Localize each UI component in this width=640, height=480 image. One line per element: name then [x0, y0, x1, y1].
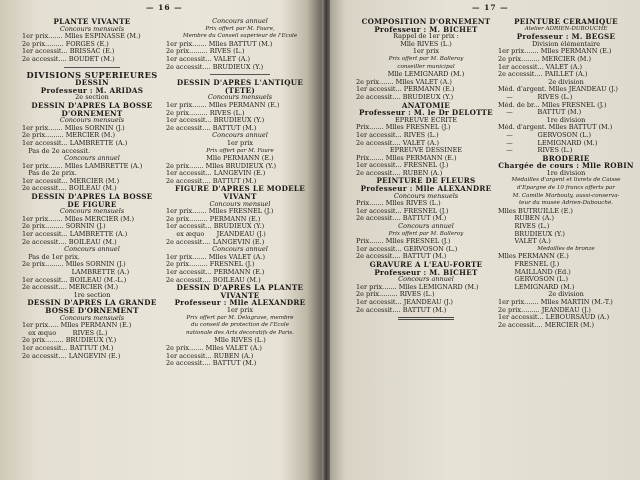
subheading-line: M. Camille Marbouty, aussi-conserva-: [512, 192, 620, 199]
text-line: 2e prix....... Mlles VALET (A.): [166, 344, 262, 352]
section-heading: COMPOSITION D'ORNEMENT: [361, 18, 491, 26]
section-heading: Professeur : M. ARIDAS: [40, 86, 144, 95]
text-line: 1er accessit... RUBEN (A.): [166, 352, 254, 360]
text-line: Rappel de 1er prix :: [393, 33, 459, 41]
right-column-2: [498, 18, 634, 329]
text-line: 2e division: [548, 78, 584, 86]
text-line: — GERVOSON (L.): [498, 131, 592, 139]
text-line: 2e prix......... RIVES (L.): [166, 109, 245, 117]
section-heading: BOSSE D'ORNEMENT: [45, 306, 139, 315]
text-line: 1er accessit... BOILEAU (M.-L.): [22, 276, 127, 284]
text-line: 1er prix....... Mlles VALET (A.): [166, 253, 266, 261]
text-line: Mlles PERMANN (E.): [498, 253, 569, 261]
text-line: ex æquo RIVES (L.): [22, 329, 108, 337]
text-line: 2e accessit.... BATTUT (M.): [356, 215, 447, 223]
text-line: 2e accessit.... BOILEAU (M.): [166, 276, 261, 284]
text-line: Méd. d'argent. Mlles BATTUT (M.): [498, 124, 613, 132]
subheading-line: Concours mensuels: [207, 94, 273, 102]
text-line: LEMIGNARD (M.): [498, 283, 575, 291]
text-line: Division élémentaire: [531, 40, 601, 48]
text-line: 2e accessit.... BRUDIEUX (Y.): [166, 63, 264, 71]
text-line: 2e prix......... FRESNEL (J.): [166, 261, 255, 269]
book-gutter: [322, 0, 330, 480]
text-line: 1er accessit... LAMBRETTE (A.): [22, 231, 128, 239]
section-heading: DESSIN D'APRÈS LA BOSSE: [31, 193, 153, 201]
section-heading: FIGURE D'APRÈS LE MODÈLE: [174, 185, 306, 194]
text-line: Prix....... Mlles PERMANN (E.): [356, 154, 457, 162]
text-line: 2e prix......... Mlles SORNIN (J.): [22, 261, 126, 269]
subheading-line: Concours mensuels: [59, 117, 125, 125]
text-line: 2e division: [548, 291, 584, 299]
right-column-1: [356, 18, 496, 324]
section-heading: Professeur : M. BICHET: [374, 268, 478, 277]
text-line: RUBEN (A.): [498, 215, 555, 223]
text-line: 1er prix....... Mlles FRESNEL (J.): [166, 208, 274, 216]
text-line: Méd. de br... Mlles FRESNEL (J.): [498, 101, 607, 109]
text-line: — RIVES (L.): [498, 147, 573, 155]
text-line: 1er prix: [226, 306, 254, 314]
text-line: Mlle RIVES (L.): [214, 337, 266, 345]
text-line: 1er accessit... RIVES (L.): [356, 131, 439, 139]
text-line: 2e accessit.... BOILEAU (M.): [22, 238, 117, 246]
text-line: Méd. d'argent. Mlles JEANDEAU (J.): [498, 86, 618, 94]
section-heading: D'ORNEMENT: [61, 109, 123, 118]
text-line: 1er prix....... Mlles BATTUT (M.): [166, 40, 273, 48]
text-line: 1re division: [546, 169, 586, 177]
text-line: 1er prix....... Mlles MARTIN (M.-T.): [498, 298, 613, 306]
section-heading: Professeur : M. le Dr DELOTTE: [359, 109, 493, 117]
subheading-line: Atelier ADRIEN-DUBOUCHÉ: [524, 25, 608, 32]
subheading-line: Concours annuel: [398, 276, 454, 284]
text-line: 1er accessit... LEBOURSAUD (A.): [498, 314, 610, 322]
subheading-line: Médailles de bronze: [537, 245, 595, 252]
text-line: 1er accessit... PERMANN (E.): [166, 269, 265, 276]
subheading-line: Prix offert par M. Faure,: [205, 25, 275, 32]
subheading-line: nationale des Arts décoratifs de Paris.: [185, 329, 295, 336]
section-heading: BRODERIE: [542, 154, 590, 163]
text-line: 1re section: [73, 291, 111, 299]
text-line: 1re division: [546, 116, 586, 124]
text-line: 1er accessit... FRESNEL (J.): [356, 162, 449, 170]
subheading-line: du conseil de protection de l'École: [190, 322, 290, 329]
text-line: 1er accessit... BRUDIEUX (Y.): [166, 117, 265, 125]
text-line: RIVES (L.): [498, 223, 550, 231]
text-line: 2e accessit.... BATTUT (M.): [356, 306, 447, 314]
subheading-line: Médailles d'argent et livrets de Caisse: [511, 177, 621, 184]
text-line: 2e prix......... RIVES (L.): [166, 48, 245, 56]
section-heading: Chargée de cours : Mlle ROBIN: [498, 162, 634, 170]
subheading-line: Concours mensuel: [209, 200, 271, 208]
section-heading: DESSIN D'APRÈS LA PLANTE: [176, 284, 304, 292]
text-line: 2e prix......... JEANDEAU (J.): [498, 306, 591, 314]
text-line: Prix....... Mlles FRESNEL (J.): [356, 124, 451, 132]
text-line: ÉPREUVE ÉCRITE: [394, 116, 457, 124]
text-line: 2e section: [75, 94, 109, 102]
text-line: 2e accessit.... BATTUT (M.): [166, 124, 257, 132]
text-line: 1er accessit... JEANDEAU (J.): [356, 298, 453, 306]
text-line: MAILLAND (Ed.): [498, 268, 571, 276]
section-heading: Professeur : Mlle ALEXANDRE: [174, 299, 306, 307]
subheading-line: Prix offert par M. Faure: [206, 147, 274, 154]
subheading-line: Concours mensuels: [393, 192, 459, 200]
text-line: VALET (A.): [498, 238, 551, 246]
subheading-line: Concours annuel: [64, 155, 120, 163]
text-line: 1er prix..... Mlles PERMANN (E.): [22, 322, 132, 330]
text-line: 2e accessit.... MERCIER (M.): [22, 284, 119, 292]
section-heading: VIVANT: [223, 193, 257, 201]
text-line: 1er prix....... Mlles LEMIGNARD (M.): [356, 283, 479, 291]
subheading-line: Membre du Conseil supérieur de l'École: [182, 33, 298, 40]
text-line: ex æquo JEANDEAU (J.): [166, 231, 266, 239]
text-line: 2e accessit.... MERCIER (M.): [498, 321, 595, 329]
text-line: 2e accessit.... RUBEN (A.): [356, 169, 443, 177]
text-line: 1er accessit... VALET (A.): [498, 63, 583, 71]
subheading-line: Concours mensuels: [59, 25, 125, 33]
text-line: 1er accessit... GERVOSON (L.): [356, 245, 458, 253]
text-line: GERVOSON (L.): [498, 276, 569, 284]
text-line: 2e prix....... Mlles VALET (A.): [356, 78, 452, 86]
text-line: 2e accessit.... BATTUT (M.): [166, 177, 257, 185]
text-line: FRESNEL (J.): [498, 261, 560, 268]
text-line: 1er prix....... Mlles LAMBRETTE (A.): [22, 162, 143, 170]
text-line: Pas de 2e accessit.: [22, 147, 91, 155]
text-line: LAMBRETTE (A.): [22, 269, 130, 276]
subheading-line: Concours mensuels: [59, 314, 125, 322]
section-heading: DESSIN D'APRÈS LA BOSSE: [31, 101, 153, 110]
subheading-line: d'Épargne de 10 francs offerts par: [517, 185, 615, 192]
section-heading: Professeur : Mlle ALEXANDRE: [360, 185, 492, 193]
divider-rule: [210, 74, 269, 75]
page-number-right: — 17 —: [472, 3, 509, 12]
text-line: 1er prix....... Mlles PERMANN (E.): [166, 101, 280, 109]
text-line: 1er accessit... PERMANN (E.): [356, 86, 455, 94]
subheading-line: Concours annuel: [212, 132, 268, 140]
section-heading: (TÊTE): [224, 86, 256, 95]
text-line: BRUDIEUX (Y.): [498, 230, 565, 238]
section-heading: ANATOMIE: [401, 101, 451, 110]
text-line: 1er prix....... Mlles MERCIER (M.): [22, 215, 135, 223]
subheading-line: Concours annuel: [212, 18, 268, 25]
text-line: 1er accessit... BRUDIEUX (Y.): [166, 223, 265, 231]
text-line: 2e prix......... RIVES (L.): [356, 291, 435, 299]
section-heading: PLANTE VIVANTE: [53, 18, 131, 26]
text-line: 2e accessit.... BOILEAU (M.): [22, 185, 117, 193]
subheading-line: conseiller municipal: [397, 63, 455, 70]
text-line: 1er prix....... Mlles SORNIN (J.): [22, 124, 125, 132]
text-line: 2e prix......... FORGES (E.): [22, 40, 109, 48]
text-line: Mlle LEMIGNARD (M.): [387, 71, 465, 79]
text-line: 2e accessit.... PAILLET (A.): [498, 71, 588, 79]
text-line: 1er accessit... LAMBRETTE (A.): [22, 139, 128, 147]
section-heading: VIVANTE: [220, 291, 260, 300]
text-line: Mlles BUTRUILLE (E.): [498, 207, 573, 215]
section-heading: Professeur : M. BEGSE: [516, 33, 616, 41]
text-line: 1er prix....... Mlles ESPINASSE (M.): [22, 33, 141, 41]
left-column-2: [166, 18, 314, 368]
section-heading: DESSIN D'APRÈS LA GRANDE: [27, 299, 157, 307]
text-line: 2e accessit.... VALET (A.): [356, 139, 439, 147]
text-line: Pas de 2e prix.: [22, 170, 77, 178]
text-line: 2e prix......... MERCIER (M.): [498, 55, 592, 63]
text-line: 2e prix......... MERCIER (M.): [22, 132, 116, 140]
section-heading: DESSIN: [75, 79, 109, 87]
subheading-line: Concours annuel: [64, 246, 120, 254]
section-heading: PEINTURE CÉRAMIQUE: [514, 18, 618, 26]
text-line: Mlle RIVES (L.): [400, 40, 452, 48]
text-line: Prix....... Mlles RIVES (L.): [356, 200, 441, 208]
subheading-line: teur du musée Adrien-Dubouché.: [518, 200, 614, 207]
subheading-line: Concours mensuels: [59, 208, 125, 216]
text-line: 1er prix: [226, 139, 254, 147]
page-number-left: — 16 —: [146, 3, 183, 12]
section-heading: PEINTURE DE FLEURS: [376, 177, 476, 186]
subheading-line: Concours annuel: [212, 246, 268, 254]
text-line: 1er accessit... VALET (A.): [166, 55, 251, 63]
text-line: 1er accessit... BRISSAC (E.): [22, 48, 115, 56]
text-line: Pas de 1er prix.: [22, 253, 80, 261]
section-heading: Professeur : M. BICHET: [374, 25, 478, 34]
subheading-line: Concours annuel: [398, 223, 454, 231]
subheading-line: Prix offert par M. Delagrave, membre: [186, 314, 294, 321]
text-line: 2e prix......... BRUDIEUX (Y.): [22, 337, 117, 345]
text-line: 2e accessit.... LANGEVIN (E.): [166, 238, 265, 246]
text-line: 2e prix......... PERMANN (E.): [166, 215, 261, 223]
divider-rule: [398, 317, 454, 320]
text-line: 1er prix: [412, 48, 440, 56]
text-line: — BATTUT (M.): [498, 109, 582, 117]
subheading-line: Prix offert par M. Balleroy: [388, 55, 464, 62]
text-line: 2e prix....... Mlles BRUDIEUX (Y.): [166, 162, 277, 170]
text-line: 1er accessit... FRESNEL (J.): [356, 207, 449, 215]
text-line: 2e accessit.... LANGEVIN (E.): [22, 352, 121, 360]
text-line: 1er accessit... BATTUT (M.): [22, 344, 114, 352]
text-line: ÉPREUVE DESSINÉE: [389, 147, 463, 155]
section-heading: DESSIN D'APRÈS L'ANTIQUE: [176, 79, 304, 87]
text-line: 2e accessit.... BATTUT (M.): [356, 253, 447, 261]
text-line: 1er accessit... LANGEVIN (E.): [166, 170, 266, 178]
subheading-line: Prix offert par M. Balleroy: [388, 230, 464, 237]
text-line: Mlle PERMANN (E.): [206, 155, 274, 163]
section-heading: DIVISIONS SUPÉRIEURES: [26, 71, 158, 80]
text-line: 2e accessit.... BATTUT (M.): [166, 360, 257, 368]
text-line: Prix....... Mlles FRESNEL (J.): [356, 238, 451, 246]
left-column-1: [22, 18, 162, 360]
section-heading: GRAVURE A L'EAU-FORTE: [369, 261, 483, 269]
text-line: 2e accessit.... BRUDIEUX (Y.): [356, 93, 454, 101]
text-line: 2e prix......... SORNIN (J.): [22, 223, 106, 231]
text-line: 1er prix....... Mlles PERMANN (E.): [498, 48, 612, 56]
right-page: [330, 0, 640, 480]
text-line: — LEMIGNARD (M.): [498, 139, 598, 147]
section-heading: DE FIGURE: [67, 200, 117, 209]
text-line: 1er accessit... MERCIER (M.): [22, 177, 120, 185]
text-line: — RIVES (L.): [498, 93, 573, 101]
text-line: 2e accessit.... BOUDET (M.): [22, 55, 115, 63]
divider-rule: [64, 67, 120, 68]
